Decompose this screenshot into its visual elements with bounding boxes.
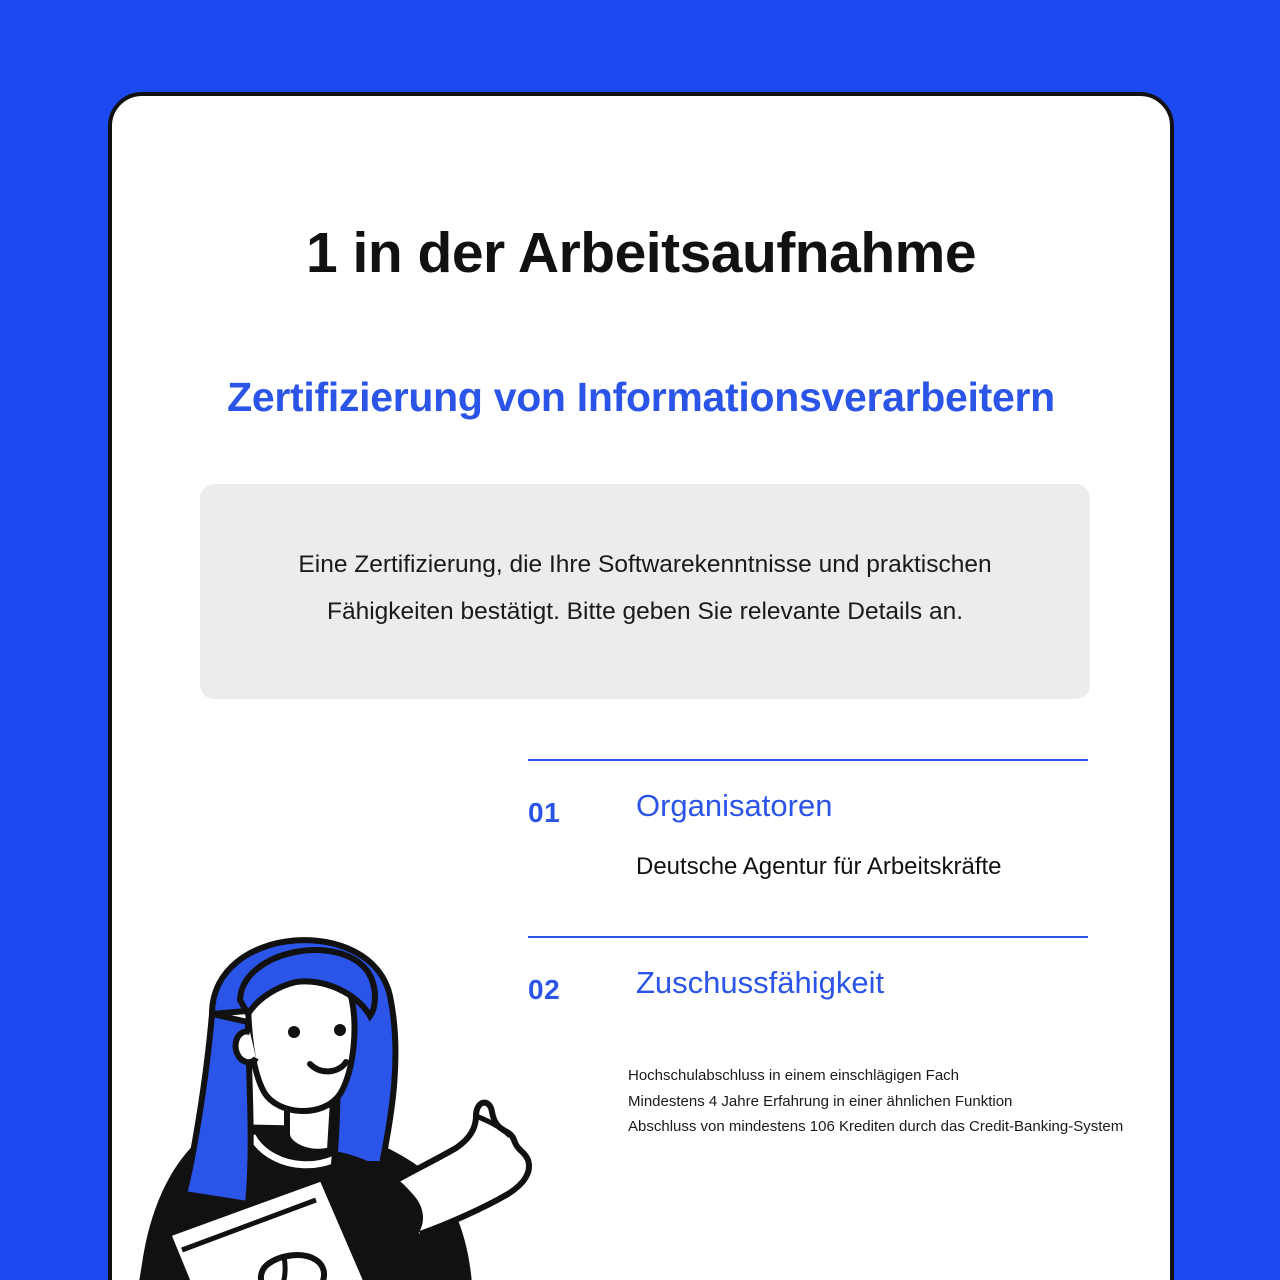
- page-subtitle: Zertifizierung von Informationsverarbeitern: [227, 374, 1055, 420]
- list-item: [528, 761, 1088, 884]
- items-list: [528, 759, 1124, 1140]
- list-item: [528, 938, 1124, 1140]
- item-bullets: [628, 1063, 1124, 1140]
- bullet-line: Mindestens 4 Jahre Erfahrung in einer ähnlichen Funktion: [628, 1092, 1013, 1110]
- item-subtext: Deutsche Agentur für Arbeitskräfte: [636, 852, 1002, 880]
- description-box: [200, 484, 1090, 699]
- item-heading: Organisatoren: [636, 788, 833, 823]
- page-title: 1 in der Arbeitsaufnahme: [305, 221, 977, 285]
- description-text: Eine Zertifizierung, die Ihre Softwarekenntnisse und praktischen Fähigkeiten bestätigt. Bitte geben Sie relevante Details an.: [298, 551, 992, 625]
- item-number: 02: [528, 974, 561, 1006]
- bullet-line: Hochschulabschluss in einem einschlägigen Fach: [628, 1066, 960, 1084]
- woman-with-laptop-illustration: [108, 764, 552, 1280]
- spacer: [528, 884, 1088, 936]
- content-card: [108, 92, 1174, 1280]
- item-number: 01: [528, 797, 561, 828]
- item-heading: Zuschussfähigkeit: [636, 965, 885, 1001]
- bullet-line: Abschluss von mindestens 106 Krediten durch das Credit-Banking-System: [628, 1118, 1124, 1136]
